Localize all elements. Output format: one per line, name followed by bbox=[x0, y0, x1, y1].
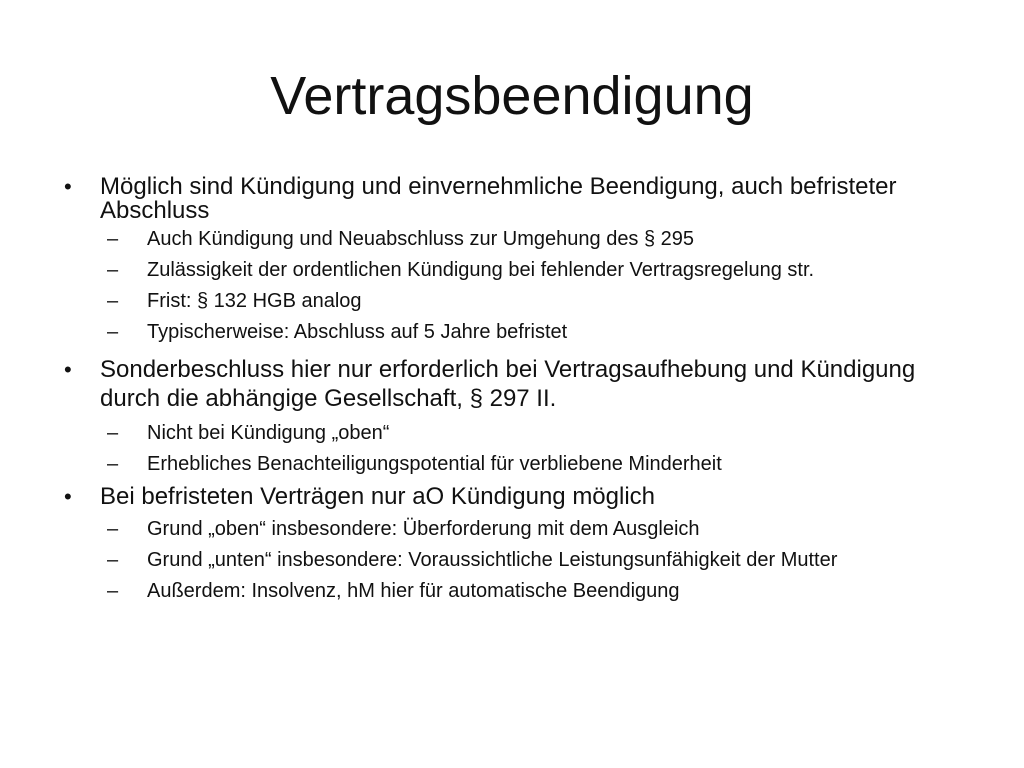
sub-bullet-text: Grund „oben“ insbesondere: Überforderung mit dem Ausgleich bbox=[147, 518, 700, 540]
sub-bullet-item bbox=[60, 550, 940, 570]
bullet-item bbox=[60, 355, 940, 413]
sub-bullet-text: Auch Kündigung und Neuabschluss zur Umgehung des § 295 bbox=[147, 228, 695, 250]
sub-bullet-text: Grund „unten“ insbesondere: Voraussichtliche Leistungsunfähigkeit der Mutter bbox=[147, 549, 838, 571]
bullet-icon: • bbox=[64, 484, 72, 509]
sub-bullet-item bbox=[60, 322, 940, 342]
sub-bullet-item bbox=[60, 291, 940, 311]
bullet-text: Möglich sind Kündigung und einvernehmliche Beendigung, auch befristeter Abschluss bbox=[100, 173, 897, 224]
dash-icon: – bbox=[107, 518, 119, 540]
bullet-list bbox=[60, 175, 940, 612]
sub-bullet-text: Zulässigkeit der ordentlichen Kündigung bei fehlender Vertragsregelung str. bbox=[147, 259, 815, 281]
bullet-icon: • bbox=[64, 357, 72, 382]
sub-bullet-text: Außerdem: Insolvenz, hM hier für automatische Beendigung bbox=[147, 580, 680, 602]
dash-icon: – bbox=[107, 422, 119, 444]
sub-bullet-item bbox=[60, 260, 940, 280]
sub-bullet-text: Frist: § 132 HGB analog bbox=[147, 290, 362, 312]
bullet-text: Sonderbeschluss hier nur erforderlich bei Vertragsaufhebung und Kündigung durch die abhängige Gesellschaft, § 297 II. bbox=[100, 356, 916, 412]
dash-icon: – bbox=[107, 228, 119, 250]
sub-bullet-text: Nicht bei Kündigung „oben“ bbox=[147, 422, 390, 444]
dash-icon: – bbox=[107, 290, 119, 312]
sub-bullet-item bbox=[60, 581, 940, 601]
bullet-text: Bei befristeten Verträgen nur aO Kündigung möglich bbox=[100, 483, 656, 510]
dash-icon: – bbox=[107, 549, 119, 571]
sub-bullet-text: Erhebliches Benachteiligungspotential für verbliebene Minderheit bbox=[147, 453, 722, 475]
bullet-icon: • bbox=[64, 174, 72, 199]
dash-icon: – bbox=[107, 580, 119, 602]
bullet-item bbox=[60, 175, 940, 223]
sub-bullet-item bbox=[60, 454, 940, 474]
dash-icon: – bbox=[107, 259, 119, 281]
sub-bullet-item bbox=[60, 229, 940, 249]
dash-icon: – bbox=[107, 321, 119, 343]
sub-bullet-item bbox=[60, 423, 940, 443]
slide-title: Vertragsbeendigung bbox=[270, 66, 754, 126]
sub-bullet-text: Typischerweise: Abschluss auf 5 Jahre befristet bbox=[147, 321, 568, 343]
sub-bullet-item bbox=[60, 519, 940, 539]
dash-icon: – bbox=[107, 453, 119, 475]
bullet-item bbox=[60, 485, 940, 509]
